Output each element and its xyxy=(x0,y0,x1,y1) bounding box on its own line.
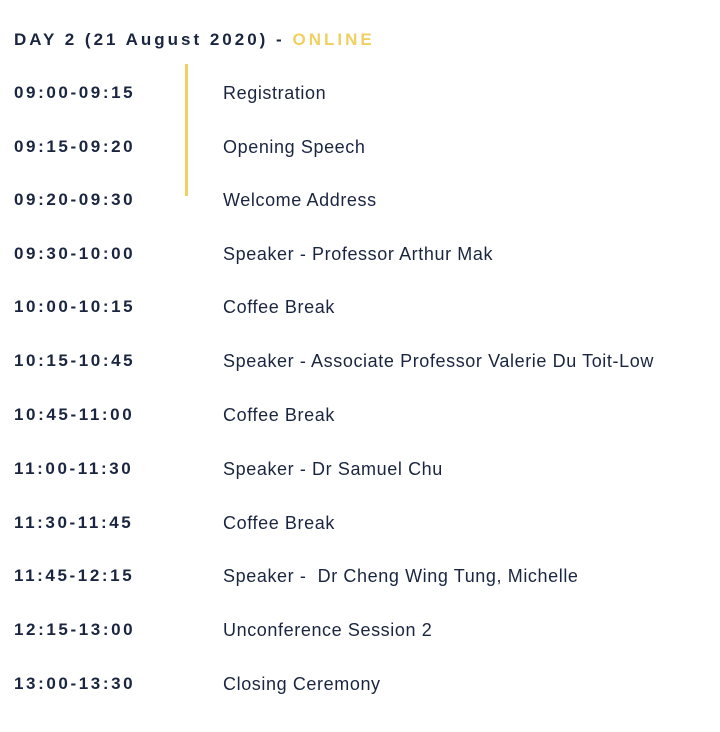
schedule-time: 09:30-10:00 xyxy=(14,244,136,263)
schedule-event: Registration xyxy=(223,83,327,103)
schedule-row xyxy=(0,137,720,167)
schedule-event: Speaker - Professor Arthur Mak xyxy=(223,244,494,264)
schedule-row xyxy=(0,190,720,220)
day-heading-text: DAY 2 (21 August 2020) - xyxy=(14,30,285,49)
schedule-row xyxy=(0,405,720,435)
schedule-time: 13:00-13:30 xyxy=(14,674,136,693)
schedule-event: Closing Ceremony xyxy=(223,674,381,694)
schedule-row xyxy=(0,83,720,113)
schedule-time: 11:00-11:30 xyxy=(14,459,134,478)
schedule-event: Speaker - Dr Samuel Chu xyxy=(223,459,443,479)
schedule-time: 11:30-11:45 xyxy=(14,513,134,532)
schedule-row xyxy=(0,674,720,704)
schedule-time: 09:00-09:15 xyxy=(14,83,136,102)
schedule-time: 10:15-10:45 xyxy=(14,351,136,370)
schedule-time: 12:15-13:00 xyxy=(14,620,136,639)
schedule-event: Opening Speech xyxy=(223,137,366,157)
schedule-time: 09:20-09:30 xyxy=(14,190,136,209)
online-label: ONLINE xyxy=(292,30,375,49)
schedule-row xyxy=(0,351,720,381)
schedule-time: 09:15-09:20 xyxy=(14,137,136,156)
schedule-event: Speaker - Associate Professor Valerie Du Toit-Low xyxy=(223,351,654,371)
schedule-event: Speaker - Dr Cheng Wing Tung, Michelle xyxy=(223,566,579,586)
day-heading xyxy=(14,30,375,50)
schedule-row xyxy=(0,566,720,596)
schedule-row xyxy=(0,459,720,489)
schedule-row xyxy=(0,513,720,543)
schedule-event: Coffee Break xyxy=(223,513,335,533)
schedule-time: 11:45-12:15 xyxy=(14,566,135,585)
schedule-row xyxy=(0,244,720,274)
schedule-row xyxy=(0,297,720,327)
schedule-event: Coffee Break xyxy=(223,405,335,425)
schedule-event: Coffee Break xyxy=(223,297,335,317)
schedule-time: 10:00-10:15 xyxy=(14,297,136,316)
schedule-event: Unconference Session 2 xyxy=(223,620,433,640)
schedule-row xyxy=(0,620,720,650)
schedule-event: Welcome Address xyxy=(223,190,377,210)
schedule-time: 10:45-11:00 xyxy=(14,405,135,424)
